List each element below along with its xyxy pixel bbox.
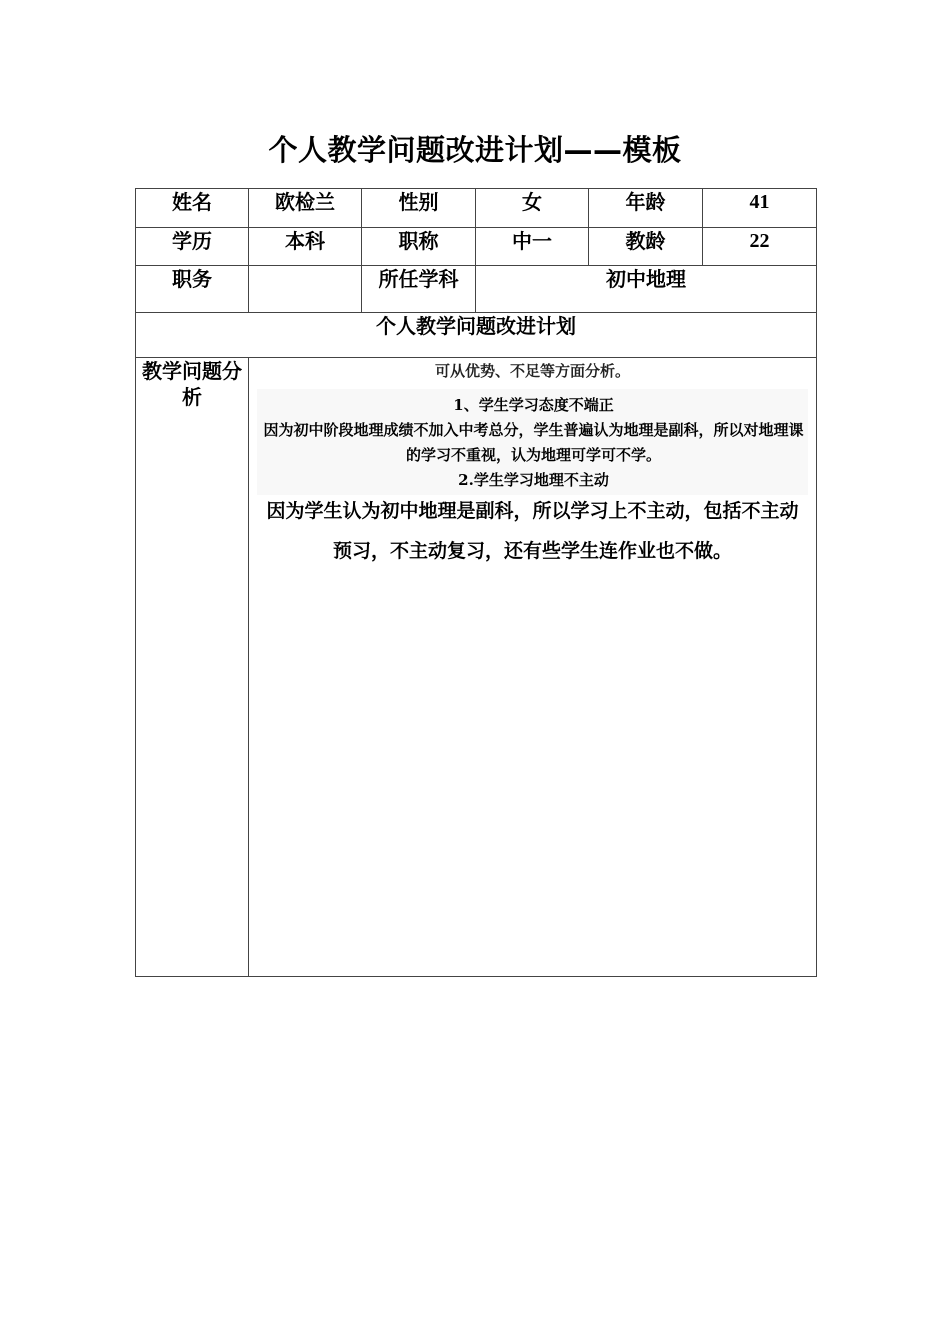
teacher-info-table: [135, 188, 817, 977]
item1-body: 因为初中阶段地理成绩不加入中考总分，学生普遍认为地理是副科，所以对地理课的学习不重视，认为地理可学可不学。: [263, 421, 804, 464]
subject-value: 初中地理: [476, 266, 817, 313]
info-row-1: [136, 189, 817, 228]
position-value: [249, 266, 362, 313]
item2-title: 2.学生学习地理不主动: [458, 471, 609, 489]
education-value: 本科: [249, 228, 362, 266]
education-label: 学历: [136, 228, 249, 266]
section-heading-row: [136, 313, 817, 358]
analysis-label-line1: 教学问题分: [142, 359, 242, 383]
teaching-years-label: 教龄: [589, 228, 703, 266]
name-label: 姓名: [136, 189, 249, 228]
position-label: 职务: [136, 266, 249, 313]
analysis-hint: 可从优势、不足等方面分析。: [434, 362, 630, 380]
gender-label: 性别: [362, 189, 476, 228]
analysis-content: [249, 358, 817, 977]
item1-title: 1、学生学习态度不端正: [453, 396, 614, 414]
analysis-text-block: [257, 389, 808, 495]
analysis-row: [136, 358, 817, 977]
age-label: 年龄: [589, 189, 703, 228]
gender-value: 女: [476, 189, 589, 228]
document-title: 个人教学问题改进计划——模板: [268, 133, 682, 167]
rank-label: 职称: [362, 228, 476, 266]
section-heading: 个人教学问题改进计划: [136, 313, 817, 358]
subject-label: 所任学科: [362, 266, 476, 313]
rank-value: 中一: [476, 228, 589, 266]
teaching-years-value: 22: [703, 228, 817, 266]
age-value: 41: [703, 189, 817, 228]
name-value: 欧检兰: [249, 189, 362, 228]
info-row-2: [136, 228, 817, 266]
analysis-label: [136, 358, 249, 977]
info-row-3: [136, 266, 817, 313]
item2-body: 因为学生认为初中地理是副科，所以学习上不主动，包括不主动预习，不主动复习，还有些学生连作业也不做。: [266, 500, 799, 562]
analysis-label-line2: 析: [182, 385, 202, 409]
